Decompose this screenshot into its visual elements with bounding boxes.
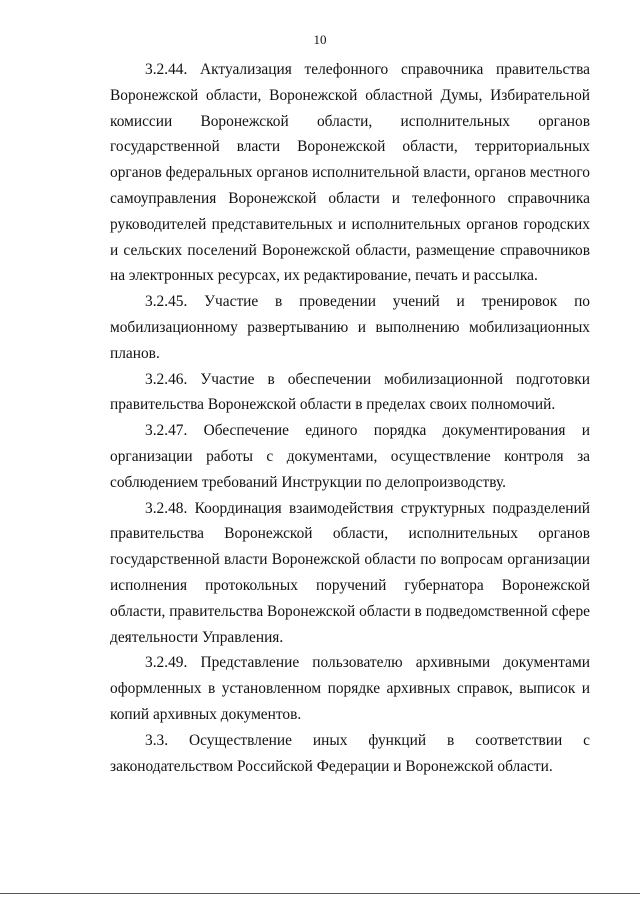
bottom-divider (0, 893, 640, 894)
paragraph-3-2-46: 3.2.46. Участие в обеспечении мобилизационной подготовки правительства Воронежской области в пределах своих полномочий. (110, 370, 590, 414)
paragraph-3-2-44: 3.2.44. Актуализация телефонного справочника правительства Воронежской области, Воронежской областной Думы, Избирательной комиссии Воронежской области, исполнительных органов государственной власти Воронежской области, территориальных органов федеральных органов исполнительной власти, органов местного самоуправления Воронежской области и телефонного справочника руководителей представительных и исполнительных органов городских и сельских поселений Воронежской области, размещение справочников на электронных ресурсах, их редактирование, печать и рассылка. (110, 61, 590, 285)
paragraph-3-2-49: 3.2.49. Представление пользователю архивными документами оформленных в установленном порядке архивных справок, выписок и копий архивных документов. (110, 654, 590, 723)
paragraph-3-2-47: 3.2.47. Обеспечение единого порядка документирования и организации работы с документами, осуществление контроля за соблюдением требований Инструкции по делопроизводству. (110, 422, 590, 491)
page-number: 10 (313, 32, 327, 47)
paragraph-3-2-45: 3.2.45. Участие в проведении учений и тренировок по мобилизационному развертыванию и выполнению мобилизационных планов. (110, 293, 590, 362)
document-body (110, 57, 590, 779)
paragraph-3-3: 3.3. Осуществление иных функций в соответствии с законодательством Российской Федерации и Воронежской области. (110, 731, 590, 775)
paragraph-3-2-48: 3.2.48. Координация взаимодействия структурных подразделений правительства Воронежской области, исполнительных органов государственной власти Воронежской области по вопросам организации исполнения протокольных поручений губернатора Воронежской области, правительства Воронежской области в подведомственной сфере деятельности Управления. (110, 499, 590, 646)
